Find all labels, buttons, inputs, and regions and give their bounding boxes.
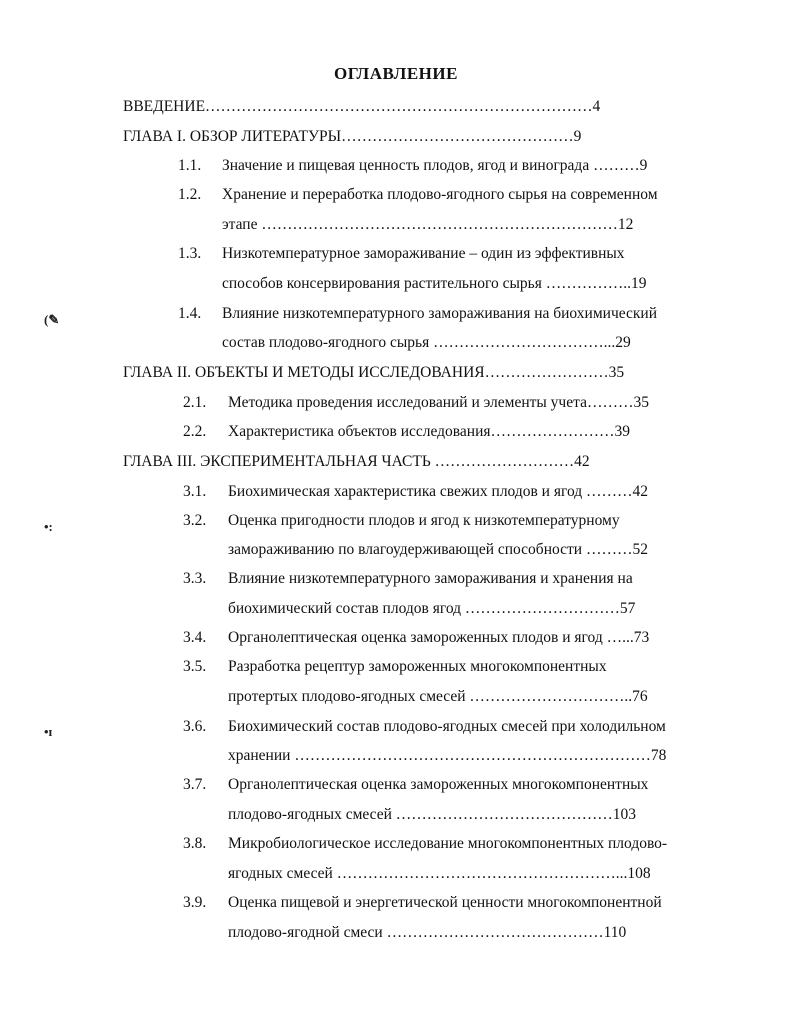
toc-section-3-2-cont: замораживанию по влагоудерживающей способности ………52	[228, 541, 648, 558]
toc-section-number: 2.1.	[183, 394, 207, 411]
toc-title: ОГЛАВЛЕНИЕ	[334, 64, 458, 83]
toc-section-3-8: Микробиологическое исследование многокомпонентных плодово-	[228, 835, 668, 852]
toc-section-1-4-cont: состав плодово-ягодного сырья ……………………………...29	[222, 334, 631, 351]
margin-mark: •ɪ	[44, 724, 53, 739]
toc-section-1-3: Низкотемпературное замораживание – один из эффективных	[222, 245, 625, 262]
toc-section-3-7: Органолептическая оценка замороженных многокомпонентных	[228, 776, 649, 793]
toc-section-number: 3.1.	[183, 483, 207, 500]
toc-section-number: 3.3.	[183, 570, 207, 587]
toc-section-number: 1.1.	[178, 157, 202, 174]
toc-section-number: 3.5.	[183, 658, 207, 675]
toc-section-3-4: Органолептическая оценка замороженных плодов и ягод …...73	[228, 629, 650, 646]
toc-section-3-5-cont: протертых плодово-ягодных смесей …………………………..76	[228, 688, 648, 705]
toc-section-3-8-cont: ягодных смесей ………………………………………………...108	[228, 865, 651, 882]
toc-section-3-3: Влияние низкотемпературного замораживания и хранения на	[228, 570, 633, 587]
toc-section-number: 3.4.	[183, 629, 207, 646]
toc-section-number: 3.2.	[183, 512, 207, 529]
toc-section-3-3-cont: биохимический состав плодов ягод …………………………57	[228, 600, 636, 617]
toc-chapter-1: ГЛАВА I. ОБЗОР ЛИТЕРАТУРЫ………………………………………9	[123, 128, 582, 145]
toc-section-number: 3.6.	[183, 718, 207, 735]
toc-section-number: 1.3.	[178, 245, 202, 262]
toc-section-number: 1.2.	[178, 186, 202, 203]
toc-section-3-1: Биохимическая характеристика свежих плодов и ягод ………42	[228, 483, 649, 500]
toc-section-3-6-cont: хранении ……………………………………………………………78	[228, 747, 667, 764]
toc-section-3-2: Оценка пригодности плодов и ягод к низкотемпературному	[228, 512, 620, 529]
toc-section-3-6: Биохимический состав плодово-ягодных смесей при холодильном	[228, 718, 666, 735]
toc-section-number: 3.9.	[183, 894, 207, 911]
toc-section-2-1: Методика проведения исследований и элементы учета………35	[228, 394, 649, 411]
toc-section-number: 2.2.	[183, 423, 207, 440]
toc-intro: ВВЕДЕНИЕ…………………………………………………………………4	[123, 98, 601, 115]
toc-section-1-2: Хранение и переработка плодово-ягодного сырья на современном	[222, 186, 658, 203]
toc-section-1-4: Влияние низкотемпературного замораживания на биохимический	[222, 305, 658, 322]
toc-section-3-7-cont: плодово-ягодных смесей ……………………………………103	[228, 806, 637, 823]
toc-section-3-9-cont: плодово-ягодной смеси ……………………………………110	[228, 924, 627, 941]
toc-chapter-2: ГЛАВА II. ОБЪЕКТЫ И МЕТОДЫ ИССЛЕДОВАНИЯ……………………35	[123, 364, 625, 381]
toc-section-1-1: Значение и пищевая ценность плодов, ягод и винограда ………9	[222, 157, 648, 174]
toc-section-3-9: Оценка пищевой и энергетической ценности многокомпонентной	[228, 894, 662, 911]
toc-section-number: 3.7.	[183, 776, 207, 793]
toc-chapter-3: ГЛАВА III. ЭКСПЕРИМЕНТАЛЬНАЯ ЧАСТЬ ………………………42	[123, 453, 590, 470]
toc-section-1-3-cont: способов консервирования растительного сырья ……………..19	[222, 275, 647, 292]
toc-section-2-2: Характеристика объектов исследования……………………39	[228, 423, 631, 440]
margin-mark: (✎	[44, 312, 60, 327]
toc-section-number: 1.4.	[178, 305, 202, 322]
toc-section-1-2-cont: этапе ……………………………………………………………12	[222, 216, 634, 233]
toc-section-3-5: Разработка рецептур замороженных многокомпонентных	[228, 658, 607, 675]
toc-section-number: 3.8.	[183, 835, 207, 852]
margin-mark: •:	[44, 519, 53, 534]
